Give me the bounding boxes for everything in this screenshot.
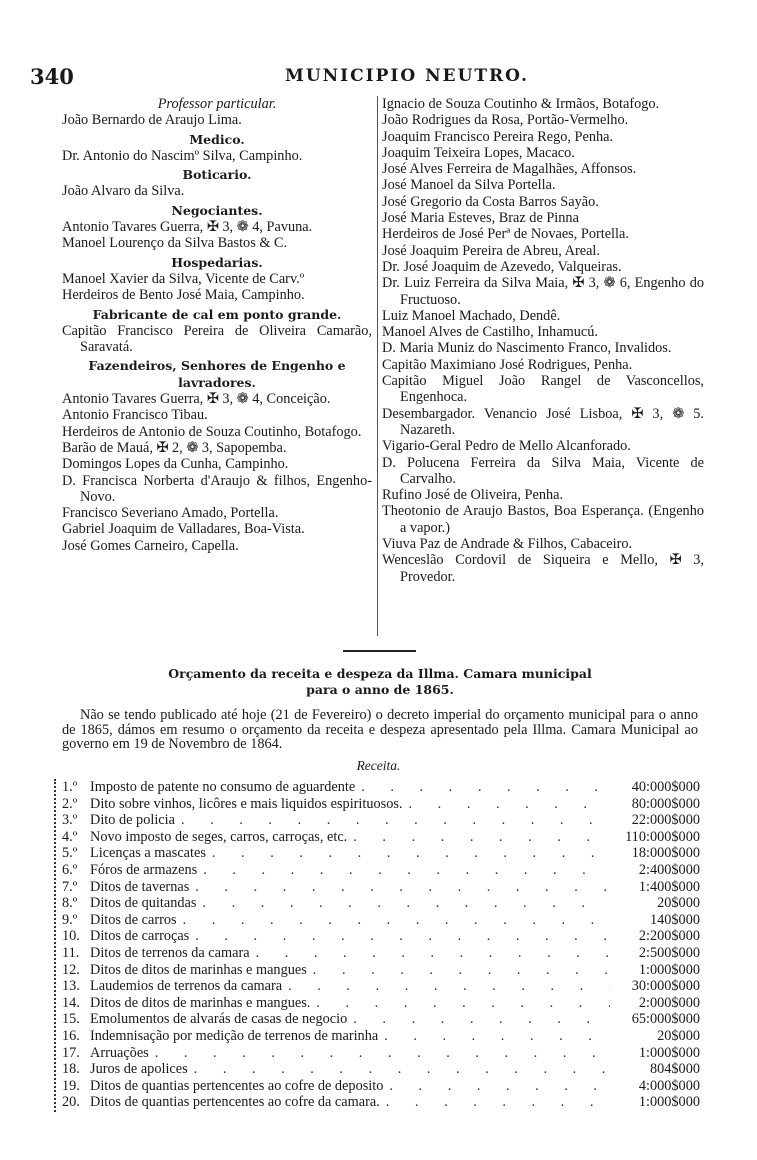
item-amount: 20$000 [657, 1027, 700, 1044]
item-number: 12. [62, 961, 80, 978]
item-amount: 110:000$000 [625, 828, 700, 845]
item-number: 3.º [62, 812, 78, 829]
item-number: 2.º [62, 795, 78, 812]
budget-title-line2: para o anno de 1865. [306, 682, 454, 697]
directory-entry: José Joaquim Pereira de Abreu, Areal. [382, 242, 600, 259]
directory-entry: Manoel Alves de Castilho, Inhamucú. [382, 324, 599, 341]
item-description: Ditos de tavernas [90, 878, 190, 895]
budget-intro: Não se tendo publicado até hoje (21 de Fevereiro) o decreto imperial do orçamento municipal para o anno de 1865, dámos em resumo o orçamento da receita e despeza apresentado pela Illma. Camara Municipal ao governo em 19 de Novembro de 1864. [62, 707, 698, 752]
table-row [62, 779, 700, 796]
item-description: Laudemios de terrenos da camara [90, 978, 283, 995]
directory-entry: Herdeiros de Antonio de Souza Coutinho, Botafogo. [62, 423, 362, 440]
dot-leader [202, 895, 610, 912]
item-amount: 2:000$000 [638, 994, 700, 1011]
item-description: Indemnisação por medição de terrenos de marinha [90, 1027, 379, 1044]
directory-entry: Manoel Xavier da Silva, Vicente de Carv.º [62, 270, 305, 287]
directory-entry: José Alves Ferreira de Magalhães, Affonsos. [382, 161, 637, 178]
directory-entry: Herdeiros de Bento José Maia, Campinho. [62, 287, 305, 304]
directory-entry: João Bernardo de Araujo Lima. [62, 112, 242, 129]
item-amount: 65:000$000 [631, 1011, 700, 1028]
item-number: 15. [62, 1011, 80, 1028]
dot-leader [155, 1045, 610, 1062]
directory-entry: Gabriel Joaquim de Valladares, Boa-Vista. [62, 521, 305, 538]
directory-entry: Vigario-Geral Pedro de Mello Alcanforado. [382, 438, 631, 455]
directory-entry: Rufino José de Oliveira, Penha. [382, 487, 564, 504]
item-number: 17. [62, 1044, 80, 1061]
directory-entry: Capitão Maximiano José Rodrigues, Penha. [382, 356, 633, 373]
dot-leader [256, 945, 610, 962]
directory-entry: Luiz Manoel Machado, Dendê. [382, 307, 561, 324]
table-row [62, 1028, 700, 1045]
directory-entry: Antonio Francisco Tibau. [62, 407, 208, 424]
item-amount: 18:000$000 [631, 845, 700, 862]
directory-entry: Dr. José Joaquim de Azevedo, Valqueiras. [382, 258, 622, 275]
dot-leader [183, 912, 610, 929]
directory-entry: Joaquim Teixeira Lopes, Macaco. [382, 144, 575, 161]
item-amount: 80:000$000 [631, 795, 700, 812]
table-row [62, 978, 700, 995]
item-number: 18. [62, 1061, 80, 1078]
directory-entry: Wenceslão Cordovil de Siqueira e Mello, ✠ 3, Provedor. [382, 552, 704, 585]
dot-leader [386, 1094, 610, 1111]
item-number: 4.º [62, 828, 78, 845]
directory-entry: José Gomes Carneiro, Capella. [62, 537, 239, 554]
directory-entry: Joaquim Francisco Pereira Rego, Penha. [382, 128, 614, 145]
dot-leader [194, 1061, 610, 1078]
dot-leader [389, 1078, 610, 1095]
item-amount: 2:500$000 [638, 944, 700, 961]
dot-leader [195, 928, 610, 945]
directory-entry: Viuva Paz de Andrade & Filhos, Cabaceiro. [382, 536, 633, 553]
item-description: Licenças a mascates [90, 845, 206, 862]
section-heading: Professor particular. [157, 96, 277, 112]
dot-leader [384, 1028, 610, 1045]
right-column [377, 96, 704, 636]
item-number: 7.º [62, 878, 78, 895]
item-number: 10. [62, 928, 80, 945]
item-description: Fóros de armazens [90, 861, 198, 878]
table-row [62, 1061, 700, 1078]
dot-leader [203, 862, 610, 879]
item-description: Ditos de ditos de marinhas e mangues [90, 961, 307, 978]
directory-entry: Domingos Lopes da Cunha, Campinho. [62, 456, 289, 473]
table-row [62, 1094, 700, 1111]
directory-entry: Antonio Tavares Guerra, ✠ 3, ❁ 4, Conceição. [62, 391, 331, 408]
table-row [62, 862, 700, 879]
item-number: 6.º [62, 861, 78, 878]
table-row [62, 879, 700, 896]
item-amount: 1:000$000 [638, 1044, 700, 1061]
budget-title-line1: Orçamento da receita e despeza da Illma. Camara municipal [168, 666, 592, 681]
left-column [62, 96, 372, 554]
directory-entry: José Maria Esteves, Braz de Pinna [382, 210, 579, 227]
table-row [62, 1078, 700, 1095]
section-heading: Boticario. [182, 167, 252, 183]
directory-entry: Herdeiros de José Perª de Novaes, Portella. [382, 226, 629, 243]
item-number: 19. [62, 1077, 80, 1094]
dot-leader [195, 879, 610, 896]
item-amount: 4:000$000 [638, 1077, 700, 1094]
dot-leader [288, 978, 610, 995]
receita-heading: Receita. [356, 758, 401, 773]
directory-entry: José Manoel da Silva Portella. [382, 177, 556, 194]
table-row [62, 912, 700, 929]
item-amount: 20$000 [657, 895, 700, 912]
item-description: Ditos de ditos de marinhas e mangues. [90, 994, 311, 1011]
directory-entry: João Rodrigues da Rosa, Portão-Vermelho. [382, 112, 629, 129]
table-row [62, 1011, 700, 1028]
dot-leader [353, 1011, 610, 1028]
item-number: 1.º [62, 779, 78, 795]
item-amount: 22:000$000 [631, 812, 700, 829]
item-description: Imposto de patente no consumo de aguardente [90, 779, 356, 795]
table-row [62, 845, 700, 862]
item-amount: 2:400$000 [638, 861, 700, 878]
item-description: Ditos de carros [90, 911, 177, 928]
budget-title [60, 666, 700, 698]
item-number: 9.º [62, 911, 78, 928]
item-description: Ditos de quitandas [90, 895, 197, 912]
item-amount: 1:000$000 [638, 1094, 700, 1111]
section-heading: Fazendeiros, Senhores de Engenho e lavradores. [88, 358, 346, 390]
directory-entry: Barão de Mauá, ✠ 2, ❁ 3, Sapopemba. [62, 439, 287, 456]
item-description: Arruações [90, 1044, 149, 1061]
table-row [62, 829, 700, 846]
dot-leader [316, 995, 610, 1012]
item-amount: 40:000$000 [631, 779, 700, 795]
dot-leader [353, 829, 610, 846]
directory-entry: João Alvaro da Silva. [62, 183, 185, 200]
item-amount: 2:200$000 [638, 928, 700, 945]
page-number: 340 [30, 64, 74, 89]
item-amount: 30:000$000 [631, 978, 700, 995]
item-description: Emolumentos de alvarás de casas de negocio [90, 1011, 348, 1028]
item-number: 11. [62, 944, 80, 961]
directory-entry: Antonio Tavares Guerra, ✠ 3, ❁ 4, Pavuna. [62, 219, 313, 236]
table-row [62, 1045, 700, 1062]
dot-leader [361, 779, 610, 796]
directory-entry: D. Polucena Ferreira da Silva Maia, Vicente de Carvalho. [382, 454, 704, 487]
directory-entry: Capitão Miguel João Rangel de Vasconcellos, Engenhoca. [382, 373, 704, 406]
item-number: 14. [62, 994, 80, 1011]
directory-entry: Ignacio de Souza Coutinho & Irmãos, Botafogo. [382, 96, 660, 112]
section-heading: Fabricante de cal em ponto grande. [92, 306, 342, 322]
section-heading: Medico. [189, 131, 245, 147]
item-number: 16. [62, 1027, 80, 1044]
item-amount: 804$000 [649, 1061, 700, 1078]
item-description: Novo imposto de seges, carros, carroças, etc. [90, 828, 348, 845]
running-title: MUNICIPIO NEUTRO. [285, 66, 529, 86]
brace-ornament [54, 779, 61, 1112]
table-row [62, 812, 700, 829]
directory-entry: D. Francisca Norberta d'Araujo & filhos, Engenho-Novo. [62, 472, 372, 505]
directory-entry: Capitão Francisco Pereira de Oliveira Camarão, Saravatá. [62, 322, 372, 356]
directory-entry: D. Maria Muniz do Nascimento Franco, Invalidos. [382, 340, 672, 357]
item-description: Juros de apolices [90, 1061, 188, 1078]
dot-leader [181, 812, 610, 829]
directory-entry: Desembargador. Venancio José Lisboa, ✠ 3, ❁ 5. Nazareth. [382, 405, 704, 438]
section-divider [343, 650, 416, 652]
directory-entry: José Gregorio da Costa Barros Sayão. [382, 193, 599, 210]
item-number: 13. [62, 978, 80, 995]
item-description: Dito sobre vinhos, licôres e mais liquidos espirituosos. [90, 795, 403, 812]
item-description: Ditos de quantias pertencentes ao cofre de deposito [90, 1077, 384, 1094]
directory-entry: Francisco Severiano Amado, Portella. [62, 505, 279, 522]
dot-leader [313, 962, 610, 979]
table-row [62, 945, 700, 962]
item-amount: 1:400$000 [638, 878, 700, 895]
dot-leader [212, 845, 610, 862]
section-heading: Negociantes. [171, 202, 263, 218]
item-amount: 1:000$000 [638, 961, 700, 978]
directory-entry: Theotonio de Araujo Bastos, Boa Esperança. (Engenho a vapor.) [382, 503, 704, 536]
section-heading: Hospedarias. [171, 254, 263, 270]
dot-leader [409, 796, 610, 813]
table-row [62, 796, 700, 813]
table-row [62, 962, 700, 979]
directory-entry: Manoel Lourenço da Silva Bastos & C. [62, 235, 288, 252]
item-description: Ditos de carroças [90, 928, 190, 945]
item-description: Ditos de quantias pertencentes ao cofre da camara. [90, 1094, 380, 1111]
directory-entry: Dr. Antonio do Nascimº Silva, Campinho. [62, 147, 303, 164]
item-number: 8.º [62, 895, 78, 912]
item-number: 5.º [62, 845, 78, 862]
receita-table [62, 779, 700, 1111]
table-row [62, 928, 700, 945]
item-description: Ditos de terrenos da camara [90, 944, 250, 961]
item-number: 20. [62, 1094, 80, 1111]
directory-entry: Dr. Luiz Ferreira da Silva Maia, ✠ 3, ❁ 6, Engenho do Fructuoso. [382, 275, 704, 308]
page-header [30, 64, 700, 88]
item-description: Dito de policia [90, 812, 175, 829]
table-row [62, 895, 700, 912]
table-row [62, 995, 700, 1012]
item-amount: 140$000 [649, 911, 700, 928]
